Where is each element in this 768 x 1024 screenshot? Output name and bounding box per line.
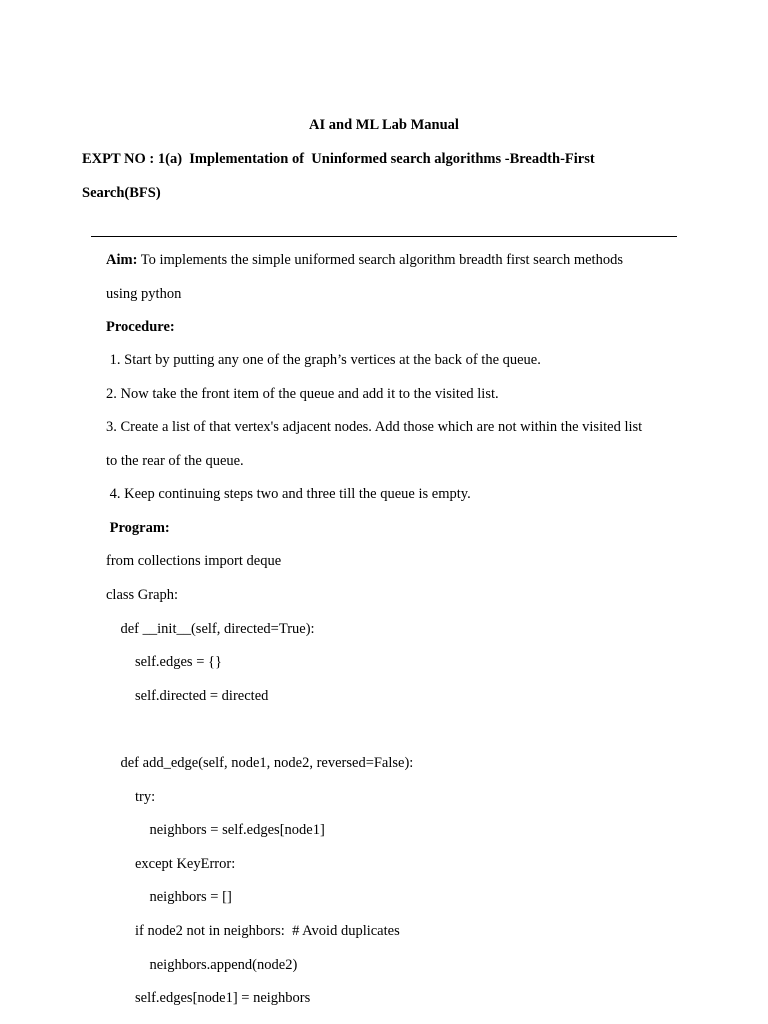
code-line: neighbors.append(node2) — [106, 957, 298, 973]
code-line: self.directed = directed — [106, 688, 269, 704]
code-line: self.edges[node1] = neighbors — [106, 990, 311, 1006]
aim-paragraph-line-2: using python — [106, 286, 182, 302]
procedure-step-3-line-1: 3. Create a list of that vertex's adjacent nodes. Add those which are not within the visited list — [106, 419, 643, 435]
procedure-heading: Procedure: — [106, 319, 175, 335]
code-line: neighbors = self.edges[node1] — [106, 822, 325, 838]
horizontal-divider — [91, 236, 677, 237]
code-line: def add_edge(self, node1, node2, reversed=False): — [106, 755, 414, 771]
code-line: neighbors = [] — [106, 889, 232, 905]
code-line: def __init__(self, directed=True): — [106, 621, 315, 637]
document-title: AI and ML Lab Manual — [309, 117, 459, 133]
aim-paragraph-line-1 — [106, 251, 623, 269]
experiment-heading-line-2: Search(BFS) — [82, 185, 161, 201]
procedure-step-3-line-2: to the rear of the queue. — [106, 453, 244, 469]
aim-text: To implements the simple uniformed search algorithm breadth first search methods — [137, 252, 623, 268]
code-line: self.edges = {} — [106, 654, 222, 670]
code-line: try: — [106, 789, 156, 805]
procedure-step-2: 2. Now take the front item of the queue and add it to the visited list. — [106, 386, 499, 402]
program-heading: Program: — [106, 520, 170, 536]
code-line: if node2 not in neighbors: # Avoid duplicates — [106, 923, 400, 939]
code-line: from collections import deque — [106, 553, 282, 569]
experiment-heading-line-1: EXPT NO : 1(a) Implementation of Uninformed search algorithms -Breadth-First — [82, 151, 595, 167]
aim-label: Aim: — [106, 252, 138, 268]
procedure-step-4: 4. Keep continuing steps two and three till the queue is empty. — [106, 486, 471, 502]
code-line: class Graph: — [106, 587, 179, 603]
code-line: except KeyError: — [106, 856, 236, 872]
procedure-step-1: 1. Start by putting any one of the graph’s vertices at the back of the queue. — [106, 352, 541, 368]
